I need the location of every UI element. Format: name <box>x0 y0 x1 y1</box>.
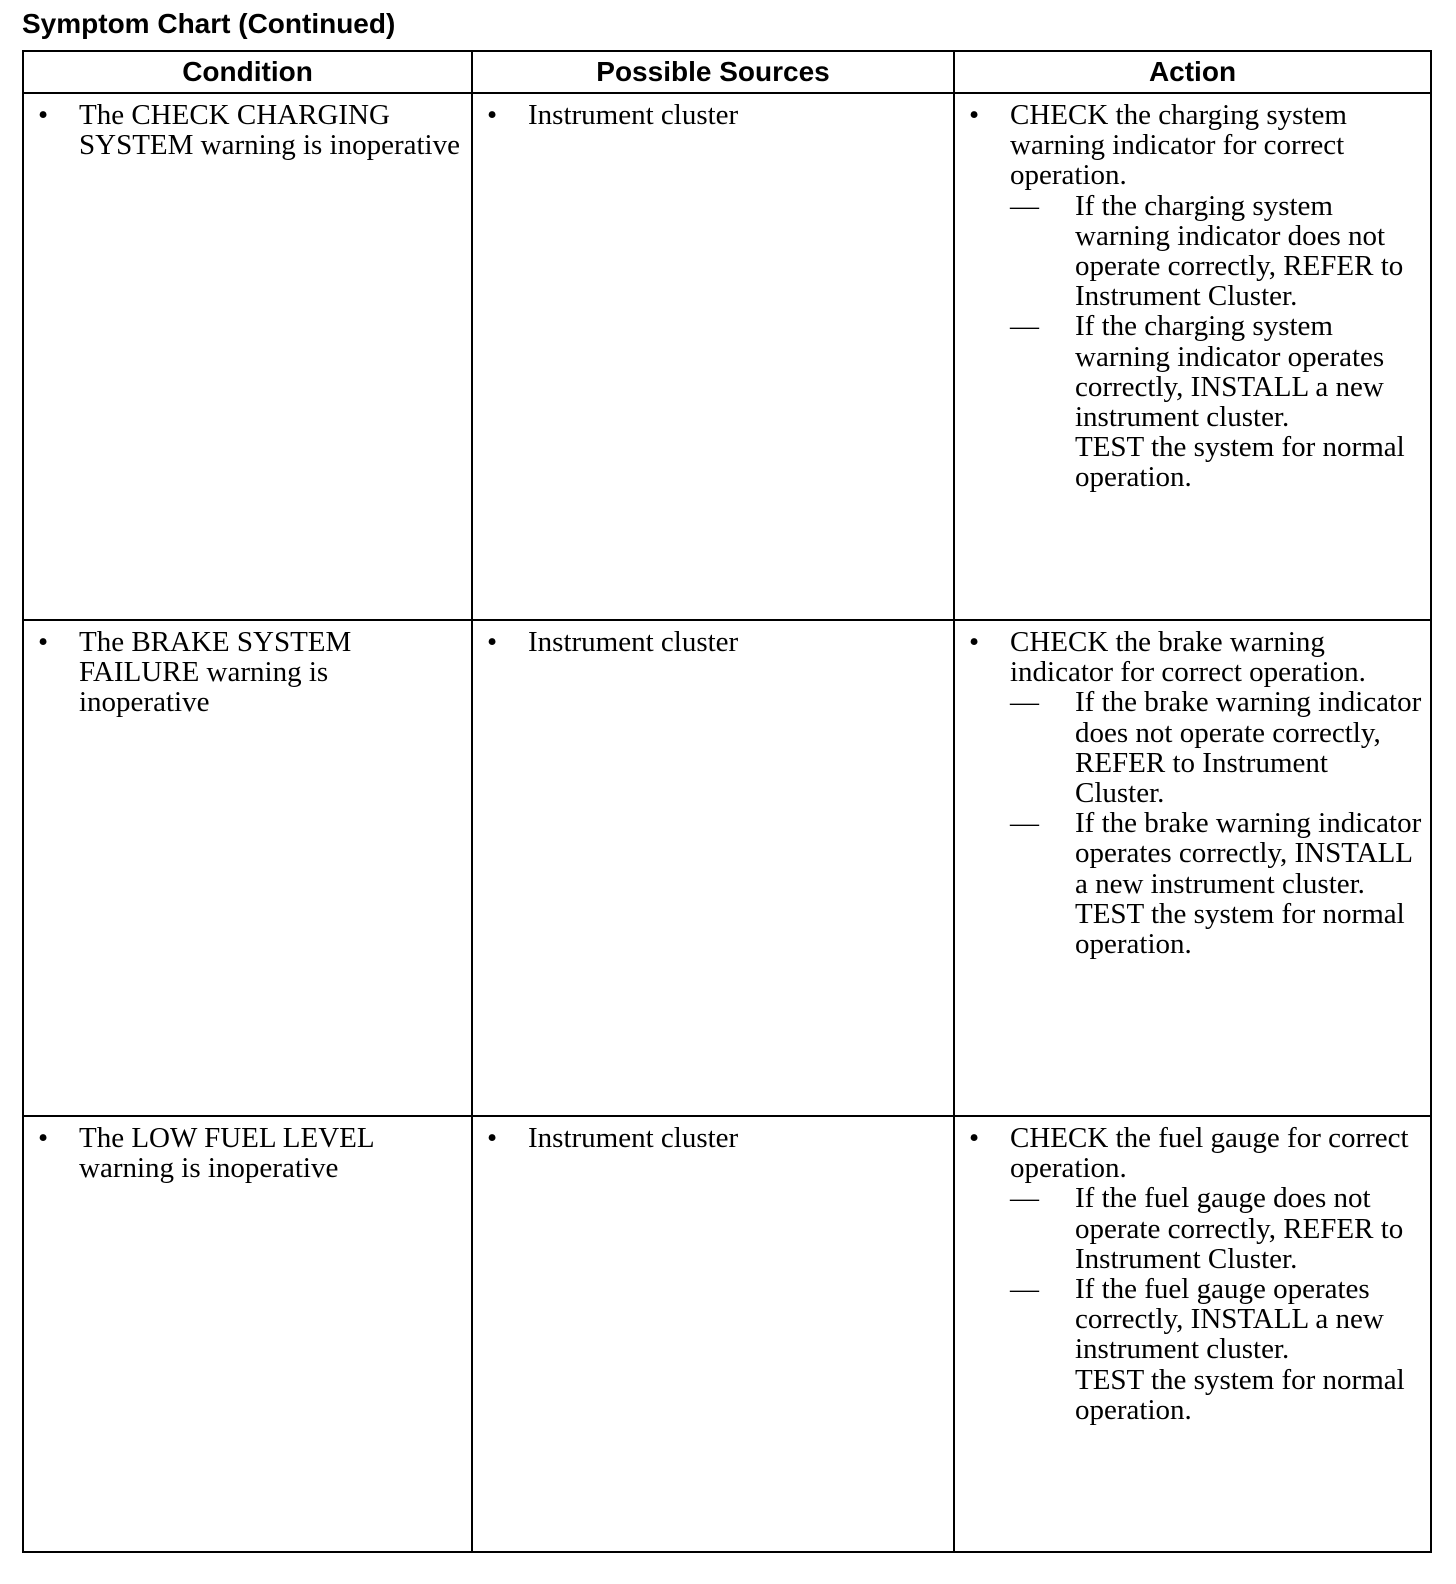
source-text: Instrument cluster <box>528 626 739 658</box>
action-sub-text: TEST the system for normal operation. <box>1075 1363 1405 1426</box>
dash-icon: — <box>1010 686 1039 719</box>
action-main-text: CHECK the charging system warning indicator for correct operation. <box>1010 99 1347 192</box>
condition-cell <box>23 1116 472 1552</box>
condition-text: The CHECK CHARGING SYSTEM warning is inoperative <box>79 99 460 162</box>
bullet-icon: • <box>969 1122 980 1154</box>
source-text: Instrument cluster <box>528 99 739 131</box>
bullet-icon: • <box>969 99 980 131</box>
source-text: Instrument cluster <box>528 1122 739 1154</box>
bullet-icon: • <box>38 626 49 658</box>
condition-text: The LOW FUEL LEVEL warning is inoperative <box>79 1122 374 1185</box>
condition-cell <box>23 620 472 1116</box>
table-row <box>23 93 1431 620</box>
source-cell <box>472 93 954 620</box>
condition-text: The BRAKE SYSTEM FAILURE warning is inoperative <box>79 626 352 719</box>
action-cell <box>954 93 1431 620</box>
action-sub-text: TEST the system for normal operation. <box>1075 431 1405 494</box>
source-cell <box>472 1116 954 1552</box>
bullet-icon: • <box>487 1122 498 1154</box>
action-sub-text: TEST the system for normal operation. <box>1075 897 1405 961</box>
action-sub-text: If the charging system warning indicator operates correctly, INSTALL a new instrument cluster. <box>1075 310 1385 434</box>
bullet-icon: • <box>38 1122 49 1154</box>
action-main-text: CHECK the fuel gauge for correct operation. <box>1010 1122 1409 1185</box>
action-sub-text: If the fuel gauge operates correctly, INSTALL a new instrument cluster. <box>1075 1273 1384 1366</box>
column-header-action: Action <box>954 51 1431 93</box>
symptom-chart-table <box>22 50 1432 1553</box>
action-sub-text: If the brake warning indicator operates correctly, INSTALL a new instrument cluster. <box>1075 807 1422 900</box>
bullet-icon: • <box>487 99 498 131</box>
action-sub-text: If the brake warning indicator does not operate correctly, REFER to Instrument Cluster. <box>1075 686 1422 810</box>
action-cell <box>954 620 1431 1116</box>
dash-icon: — <box>1010 1182 1039 1215</box>
dash-icon: — <box>1010 1273 1039 1306</box>
source-cell <box>472 620 954 1116</box>
page-title: Symptom Chart (Continued) <box>22 8 396 39</box>
bullet-icon: • <box>969 626 980 658</box>
dash-icon: — <box>1010 310 1039 343</box>
bullet-icon: • <box>38 99 49 131</box>
dash-icon: — <box>1010 189 1039 222</box>
column-header-possible-sources: Possible Sources <box>472 51 954 93</box>
column-header-condition: Condition <box>23 51 472 93</box>
action-sub-text: If the charging system warning indicator does not operate correctly, REFER to Instrument Cluster. <box>1075 189 1404 313</box>
dash-icon: — <box>1010 807 1039 840</box>
table-row <box>23 1116 1431 1552</box>
table-row <box>23 620 1431 1116</box>
bullet-icon: • <box>487 626 498 658</box>
table-header-row <box>23 51 1431 93</box>
action-sub-text: If the fuel gauge does not operate correctly, REFER to Instrument Cluster. <box>1075 1182 1404 1275</box>
action-cell <box>954 1116 1431 1552</box>
action-main-text: CHECK the brake warning indicator for correct operation. <box>1010 626 1366 689</box>
condition-cell <box>23 93 472 620</box>
